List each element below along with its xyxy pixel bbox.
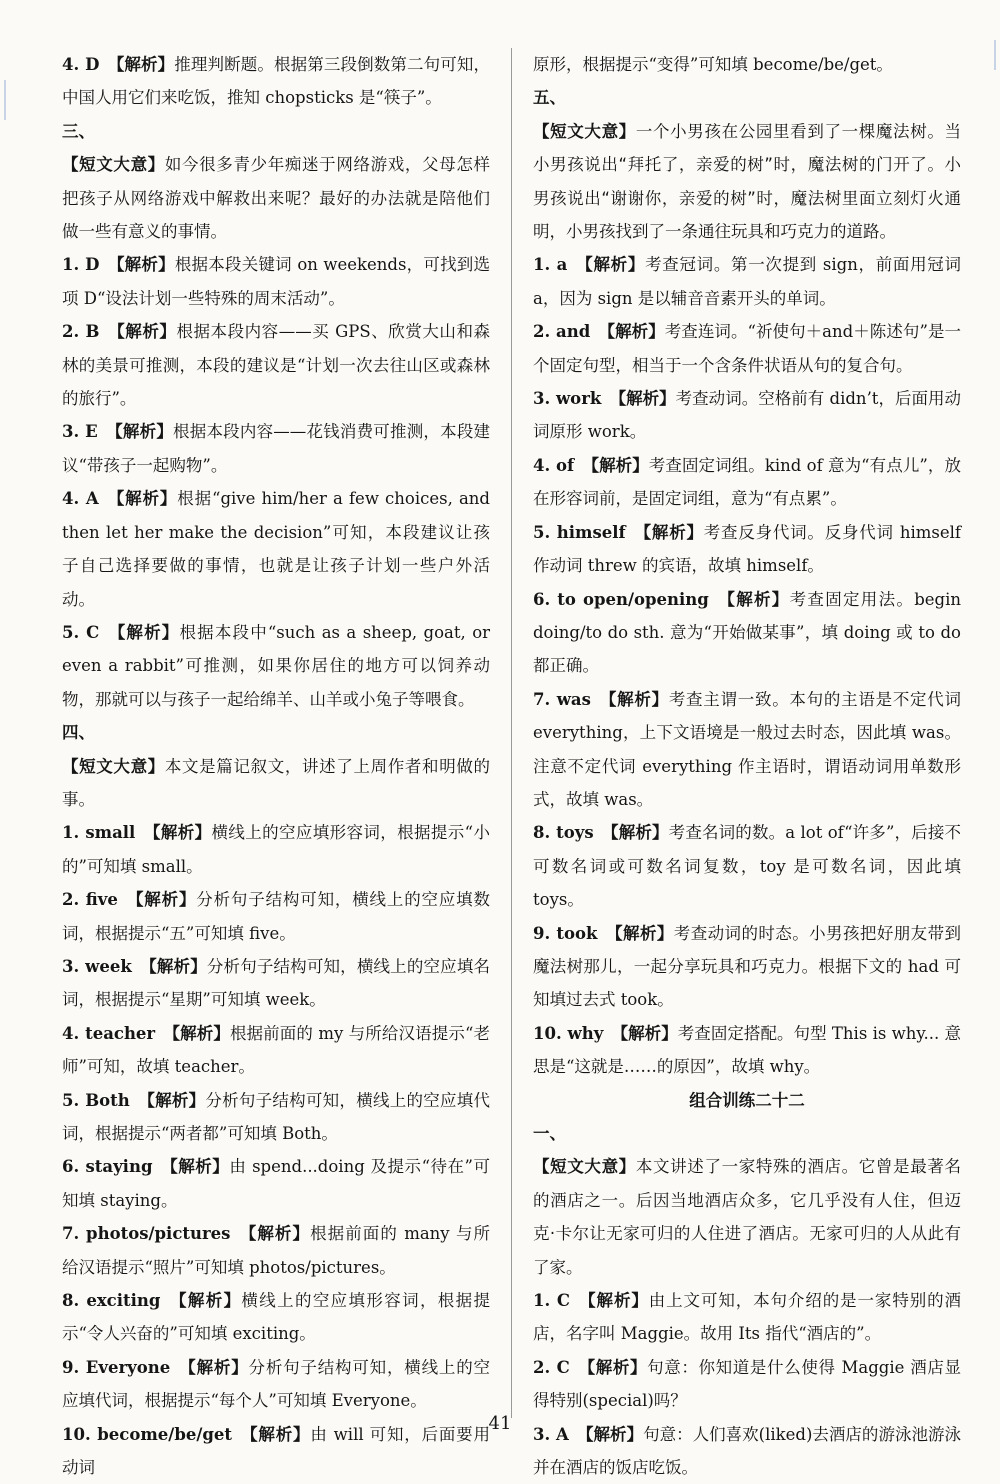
answer-item [533, 683, 961, 817]
analysis-tag: 【解析】 [578, 1291, 649, 1311]
answer-key: 10. become/be/get [62, 1424, 233, 1444]
analysis-text: 根据本段内容——买 GPS、欣赏大山和森林的美景可推测，本段的建议是“计划一次去往山区或森林的旅行”。 [62, 322, 491, 409]
answer-item [62, 950, 490, 1017]
answer-key: 4. A [62, 489, 99, 509]
analysis-text: 根据前面的 my 与所给汉语提示“老师”可知，故填 teacher。 [62, 1023, 490, 1077]
answer-key: 8. toys [533, 823, 594, 843]
answer-key: 9. took [533, 923, 598, 943]
answer-key: 2. C [533, 1357, 570, 1377]
analysis-tag: 【解析】 [107, 255, 175, 275]
analysis-text: 考查反身代词。反身代词 himself 作动词 threw 的宾语，故填 himself。 [533, 522, 961, 576]
analysis-tag: 【解析】 [106, 422, 174, 442]
analysis-text: 考查主谓一致。本句的主语是不定代词 everything，上下文语境是一般过去时态，因此填 was。注意不定代词 everything 作主语时，谓语动词用单数形式，故填 was。 [533, 689, 962, 809]
analysis-tag: 【解析】 [577, 1424, 644, 1444]
answer-item [533, 382, 961, 449]
answer-key: 3. work [533, 389, 602, 409]
answer-item [62, 1284, 490, 1351]
passage-summary [62, 148, 490, 248]
analysis-text: 横线上的空应填形容词，根据提示“令人兴奋的”可知填 exciting。 [62, 1291, 491, 1344]
answer-item [62, 1150, 490, 1217]
summary-tag: 【短文大意】 [533, 121, 636, 141]
analysis-tag: 【解析】 [107, 322, 177, 342]
left-column [62, 48, 490, 1484]
answer-key: 7. was [533, 689, 591, 709]
analysis-text: 根据本段内容——花钱消费可推测，本段建议“带孩子一起购物”。 [62, 422, 491, 475]
analysis-tag: 【解析】 [106, 489, 178, 509]
analysis-text: 横线上的空应填形容词，根据提示“小的”可知填 small。 [62, 823, 490, 876]
answer-key: 5. himself [533, 522, 626, 542]
answer-item [62, 883, 490, 950]
summary-text: 本文是篇记叙文，讲述了上周作者和明做的事。 [62, 756, 491, 809]
answer-item [533, 1284, 961, 1351]
answer-item [533, 315, 961, 382]
answer-key: 1. small [62, 823, 136, 843]
analysis-text: 考查固定搭配。句型 This is why... 意思是“这就是……的原因”，故填 why。 [533, 1023, 962, 1077]
answer-key: 5. Both [62, 1090, 130, 1110]
analysis-text: 句意：人们喜欢(liked)去酒店的游泳池游泳并在酒店的饭店吃饭。 [533, 1424, 961, 1478]
analysis-text: 考查动词的时态。小男孩把好朋友带到魔法树那儿，一起分享玩具和巧克力。根据下文的 had 可知填过去式 took。 [533, 923, 961, 1010]
answer-key: 7. photos/pictures [62, 1224, 231, 1244]
analysis-text: 句意：你知道是什么使得 Maggie 酒店显得特别(special)吗？ [533, 1357, 961, 1411]
answer-key: 8. exciting [62, 1291, 161, 1311]
analysis-text: 考查冠词。第一次提到 sign，前面用冠词 a，因为 sign 是以辅音音素开头的单词。 [533, 255, 962, 308]
analysis-text: 考查动词。空格前有 didn’t，后面用动词原形 work。 [533, 389, 962, 442]
analysis-text: 考查固定用法。begin doing/to do sth. 意为“开始做某事”，填 doing 或 to do 都正确。 [533, 589, 962, 676]
answer-key: 1. D [62, 255, 100, 275]
analysis-text: 由 spend...doing 及提示“待在”可知填 staying。 [62, 1157, 490, 1210]
answer-item [533, 917, 961, 1017]
answer-key: 9. Everyone [62, 1357, 171, 1377]
analysis-tag: 【解析】 [163, 1023, 230, 1043]
answer-item [533, 516, 961, 583]
section-heading: 四、 [62, 723, 95, 743]
answer-key: 10. why [533, 1023, 604, 1043]
answer-key: 2. B [62, 322, 100, 342]
analysis-text: 考查固定词组。kind of 意为“有点儿”，放在形容词前，是固定词组，意为“有点累”。 [533, 455, 961, 509]
analysis-text: 根据“give him/her a few choices, and then let her make the decision”可知，本段建议让孩子自己选择要做的事情，也就是让孩子计划一些户外活动。 [62, 489, 490, 609]
answer-item [62, 482, 490, 616]
analysis-tag: 【解析】 [140, 956, 207, 976]
answer-key: 4. D [62, 55, 100, 74]
answer-key: 2. five [62, 890, 118, 910]
passage-summary [533, 1150, 961, 1284]
answer-item [62, 1351, 490, 1418]
summary-text: 如今很多青少年痴迷于网络游戏，父母怎样把孩子从网络游戏中解救出来呢？最好的办法就是陪他们做一些有意义的事情。 [62, 155, 491, 242]
answer-item [533, 1351, 961, 1418]
right-column [533, 48, 961, 1484]
summary-tag: 【短文大意】 [62, 155, 165, 175]
analysis-text: 根据本段中“such as a sheep, goat, or even a rabbit”可推测，如果你居住的地方可以饲养动物，那就可以与孩子一起给绵羊、山羊或小兔子等喂食。 [62, 622, 491, 709]
answer-key: 3. E [62, 422, 98, 442]
answer-item [62, 48, 490, 115]
analysis-tag: 【解析】 [598, 322, 665, 342]
answer-item [62, 415, 490, 482]
answer-key: 4. teacher [62, 1023, 156, 1043]
answer-key: 2. and [533, 322, 591, 342]
answer-item [533, 583, 961, 683]
analysis-tag: 【解析】 [611, 1023, 678, 1043]
answer-item [62, 248, 490, 315]
analysis-text: 分析句子结构可知，横线上的空应填代词，根据提示“两者都”可知填 Both。 [62, 1090, 491, 1143]
answer-item [533, 248, 961, 315]
analysis-tag: 【解析】 [178, 1357, 249, 1377]
analysis-tag: 【解析】 [138, 1090, 206, 1110]
analysis-tag: 【解析】 [107, 55, 175, 74]
answer-key: 1. a [533, 255, 568, 275]
scan-margin-mark [4, 80, 6, 120]
analysis-tag: 【解析】 [599, 689, 669, 709]
analysis-tag: 【解析】 [575, 255, 646, 275]
analysis-text: 分析句子结构可知，横线上的空应填代词，根据提示“每个人”可知填 Everyone。 [62, 1357, 491, 1411]
answer-item [62, 1217, 490, 1284]
analysis-tag: 【解析】 [238, 1224, 311, 1244]
analysis-tag: 【解析】 [143, 823, 212, 843]
section-heading: 三、 [62, 121, 95, 141]
section-title: 组合训练二十二 [689, 1090, 805, 1110]
page-number: 41 [488, 1413, 512, 1434]
analysis-text: 考查名词的数。a lot of“许多”，后接不可数名词或可数名词复数，toy 是可数名词，因此填 toys。 [533, 823, 962, 910]
analysis-tag: 【解析】 [601, 823, 669, 843]
answer-key: 3. A [533, 1424, 569, 1444]
passage-summary [533, 115, 961, 249]
summary-text: 本文讲述了一家特殊的酒店。它曾是最著名的酒店之一。后因当地酒店众多，它几乎没有人住，但迈克·卡尔让无家可归的人住进了酒店。无家可归的人从此有了家。 [533, 1157, 962, 1277]
answer-key: 4. of [533, 455, 575, 475]
analysis-tag: 【解析】 [605, 923, 674, 943]
analysis-tag: 【解析】 [582, 455, 649, 475]
analysis-text: 推理判断题。根据第三段倒数第二句可知，中国人用它们来吃饭，推知 chopsticks 是“筷子”。 [62, 55, 491, 108]
answer-key: 3. week [62, 956, 132, 976]
answer-key: 1. C [533, 1291, 570, 1311]
analysis-tag: 【解析】 [107, 622, 180, 642]
analysis-text: 分析句子结构可知，横线上的空应填数词，根据提示“五”可知填 five。 [62, 890, 491, 943]
analysis-text: 由 will 可知，后面要用动词 [62, 1424, 490, 1478]
analysis-tag: 【解析】 [609, 389, 676, 409]
analysis-text: 考查连词。“祈使句＋and＋陈述句”是一个固定句型，相当于一个含条件状语从句的复合句。 [533, 322, 961, 375]
answer-item [533, 449, 961, 516]
analysis-tag: 【解析】 [240, 1424, 311, 1444]
analysis-tag: 【解析】 [160, 1157, 230, 1177]
answer-item [62, 1017, 490, 1084]
answer-key: 5. C [62, 622, 100, 642]
column-divider [511, 48, 512, 1418]
analysis-tag: 【解析】 [126, 890, 197, 910]
scan-margin-mark [994, 40, 996, 70]
analysis-text: 由上文可知，本句介绍的是一家特别的酒店，名字叫 Maggie。故用 Its 指代“酒店的”。 [533, 1291, 962, 1344]
answer-continuation: 原形，根据提示“变得”可知填 become/be/get。 [533, 55, 893, 74]
section-heading: 五、 [533, 88, 566, 108]
section-heading: 一、 [533, 1124, 566, 1143]
answer-key: 6. staying [62, 1157, 153, 1177]
answer-key: 6. to open/opening [533, 589, 709, 609]
passage-summary [62, 750, 490, 817]
summary-tag: 【短文大意】 [62, 756, 165, 776]
answer-item [533, 816, 961, 916]
analysis-tag: 【解析】 [633, 522, 704, 542]
analysis-tag: 【解析】 [577, 1357, 648, 1377]
analysis-text: 根据前面的 many 与所给汉语提示“照片”可知填 photos/pictures。 [62, 1224, 491, 1277]
answer-item [62, 616, 490, 716]
summary-text: 一个小男孩在公园里看到了一棵魔法树。当小男孩说出“拜托了，亲爱的树”时，魔法树的门开了。小男孩说出“谢谢你，亲爱的树”时，魔法树里面立刻灯火通明，小男孩找到了一条通往玩具和巧克力的道路。 [533, 121, 962, 242]
answer-item [533, 1017, 961, 1084]
analysis-tag: 【解析】 [717, 589, 790, 609]
analysis-text: 根据本段关键词 on weekends，可找到选项 D“设法计划一些特殊的周末活动”。 [62, 255, 491, 308]
answer-item [62, 315, 490, 415]
summary-tag: 【短文大意】 [533, 1157, 636, 1177]
analysis-text: 分析句子结构可知，横线上的空应填名词，根据提示“星期”可知填 week。 [62, 956, 491, 1010]
analysis-tag: 【解析】 [168, 1291, 242, 1311]
answer-item [62, 816, 490, 883]
answer-item [62, 1084, 490, 1151]
